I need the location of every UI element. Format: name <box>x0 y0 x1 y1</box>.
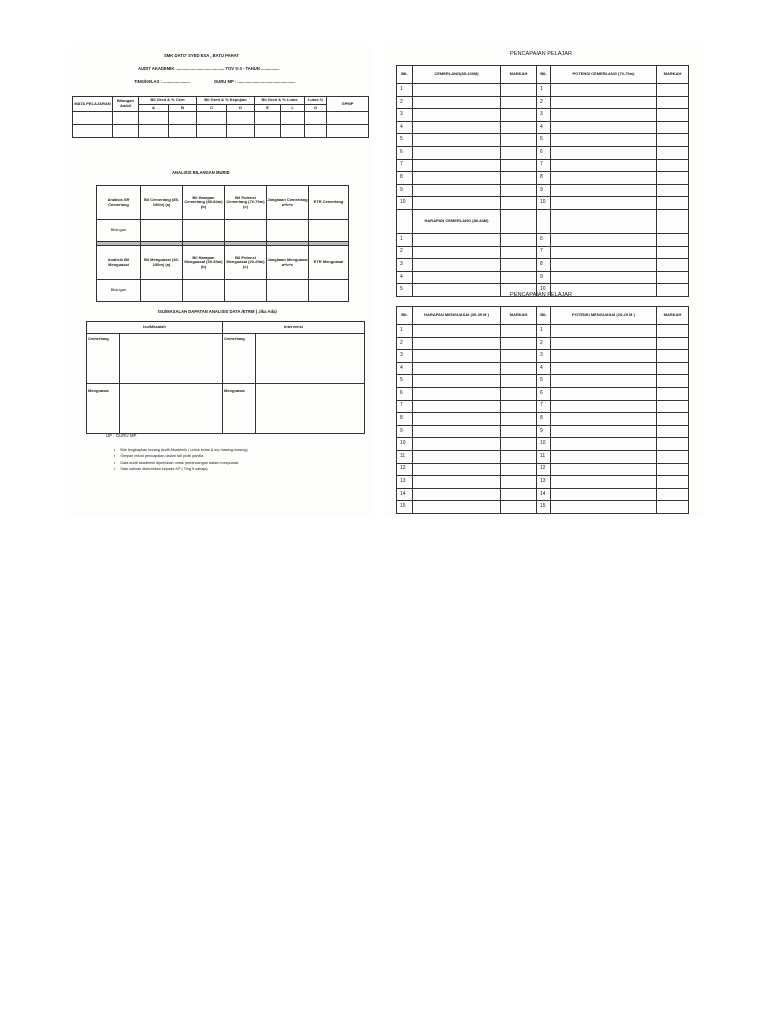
table-row <box>397 425 689 438</box>
mark-cell <box>501 134 537 147</box>
excellent-table <box>396 65 689 297</box>
name-cell <box>551 476 657 489</box>
mark-cell <box>657 134 689 147</box>
an-head-2: Bil Cemerlang (85-100m) (a) <box>141 186 183 220</box>
table-row <box>397 159 689 172</box>
mark-cell <box>501 488 537 501</box>
table-row <box>397 325 689 338</box>
row-number: 13 <box>397 476 413 489</box>
up-label: UP : GURU MP <box>106 433 137 438</box>
an-bil-1: Bilangan <box>97 220 141 242</box>
mark-cell <box>657 488 689 501</box>
name-cell <box>551 271 657 284</box>
row-number: 15 <box>397 501 413 514</box>
right-form-sheet <box>384 46 704 516</box>
mark-cell <box>657 463 689 476</box>
name-cell <box>413 271 501 284</box>
row-number: 6 <box>397 146 413 159</box>
table-row <box>397 350 689 363</box>
name-cell <box>413 400 501 413</box>
row-number: 10 <box>397 197 413 210</box>
table-row <box>397 259 689 272</box>
an-head2-1: Analisis Bil Menguasai <box>97 246 141 280</box>
mark-cell <box>657 246 689 259</box>
mark-cell <box>657 476 689 489</box>
row-number: 4 <box>537 121 551 134</box>
table-row <box>397 172 689 185</box>
row-number: 5 <box>537 375 551 388</box>
mark-cell <box>501 172 537 185</box>
name-cell <box>551 109 657 122</box>
th-markah: MARKAH <box>657 66 689 84</box>
row-number: 3 <box>397 259 413 272</box>
row-number: 10 <box>537 438 551 451</box>
table-row <box>397 233 689 246</box>
mark-cell <box>501 413 537 426</box>
name-cell <box>551 337 657 350</box>
table-row <box>397 134 689 147</box>
mark-cell <box>501 425 537 438</box>
mark-cell <box>501 146 537 159</box>
isu-men-label: Menguasai <box>87 384 120 434</box>
row-number: 12 <box>397 463 413 476</box>
harapan-cemerlang-label: HARAPAN CEMERLANG (80-84M) <box>413 209 501 233</box>
row-number: 1 <box>537 84 551 97</box>
table-row <box>397 488 689 501</box>
mark-cell <box>501 96 537 109</box>
mark-cell <box>657 400 689 413</box>
row-number: 9 <box>537 271 551 284</box>
mark-cell <box>657 172 689 185</box>
row-number: 4 <box>397 271 413 284</box>
row-number: 14 <box>537 488 551 501</box>
audit-line: AUDIT AKADEMIK .......................................... TOV S-3 - TAHUN ................ <box>138 66 280 71</box>
name-cell <box>413 501 501 514</box>
name-cell <box>551 197 657 210</box>
name-cell <box>413 350 501 363</box>
note-item: ▪ Bila lengkapkan borang Audit Akademik ( untuk kelas & mp masing-masing) <box>114 447 248 453</box>
row-number: 8 <box>397 413 413 426</box>
int-cem-label: Cemerlang <box>223 334 256 384</box>
name-cell <box>413 121 501 134</box>
mark-cell <box>657 109 689 122</box>
table-row <box>397 476 689 489</box>
mark-cell <box>657 337 689 350</box>
mark-cell <box>501 375 537 388</box>
name-cell <box>551 246 657 259</box>
name-cell <box>551 84 657 97</box>
row-number: 1 <box>397 84 413 97</box>
name-cell <box>551 375 657 388</box>
mark-cell <box>501 259 537 272</box>
mastery-table <box>396 306 689 514</box>
an-head2-2: Bil Menguasai (40-100m) (a) <box>141 246 183 280</box>
mark-cell <box>501 197 537 210</box>
row-number: 7 <box>397 159 413 172</box>
row-number: 6 <box>397 387 413 400</box>
mark-cell <box>501 387 537 400</box>
row-number: 6 <box>537 233 551 246</box>
name-cell <box>413 259 501 272</box>
name-cell <box>413 134 501 147</box>
col-subject: MATA PELAJARAN <box>73 97 113 112</box>
mark-cell <box>657 425 689 438</box>
mark-cell <box>657 375 689 388</box>
name-cell <box>551 463 657 476</box>
table-row <box>397 375 689 388</box>
row-number: 8 <box>537 259 551 272</box>
table-row <box>397 184 689 197</box>
name-cell <box>551 233 657 246</box>
intervensi-head: Intervensi <box>223 322 365 334</box>
name-cell <box>551 134 657 147</box>
row-number: 7 <box>537 159 551 172</box>
name-cell <box>413 337 501 350</box>
name-cell <box>413 184 501 197</box>
row-number: 14 <box>397 488 413 501</box>
name-cell <box>413 109 501 122</box>
name-cell <box>413 413 501 426</box>
name-cell <box>413 387 501 400</box>
name-cell <box>413 463 501 476</box>
row-number: 5 <box>537 134 551 147</box>
mark-cell <box>657 387 689 400</box>
mark-cell <box>657 159 689 172</box>
sub-g: G <box>305 105 327 112</box>
row-number: 2 <box>537 96 551 109</box>
th-bil: BIL <box>397 307 413 325</box>
name-cell <box>413 172 501 185</box>
name-cell <box>413 146 501 159</box>
sub-b: B <box>169 105 197 112</box>
school-name: SMK DATO' SYED ESA , BATU PAHAT <box>164 53 239 58</box>
sub-l: L <box>281 105 305 112</box>
name-cell <box>413 84 501 97</box>
mark-cell <box>501 476 537 489</box>
row-number: 3 <box>537 350 551 363</box>
mark-cell <box>501 184 537 197</box>
isu-title: ISU/MASALAH DAPATAN ANALISIS DATA /ETRM ( Jika Ada) <box>158 309 277 314</box>
table-row <box>397 450 689 463</box>
mark-cell <box>501 271 537 284</box>
name-cell <box>551 413 657 426</box>
row-number: 8 <box>537 172 551 185</box>
row-number: 3 <box>537 109 551 122</box>
table-row <box>397 84 689 97</box>
an-head-4: Bil Potensi Cemerlang (70-79m) (c) <box>225 186 267 220</box>
col-gpmp: GPMP <box>327 97 369 112</box>
mark-cell <box>657 197 689 210</box>
name-cell <box>413 476 501 489</box>
col-count: Bilangan Ambil <box>113 97 139 112</box>
col-lulus-pct: Lulus % <box>305 97 327 105</box>
row-number: 2 <box>397 337 413 350</box>
row-number: 2 <box>537 337 551 350</box>
mark-cell <box>501 246 537 259</box>
name-cell <box>551 325 657 338</box>
name-cell <box>551 184 657 197</box>
name-cell <box>551 438 657 451</box>
row-number: 10 <box>397 438 413 451</box>
row-number: 10 <box>537 197 551 210</box>
table-row <box>397 96 689 109</box>
col-kepujian: Bil Gred & % Kepujian <box>197 97 255 105</box>
mark-cell <box>501 450 537 463</box>
row-number: 5 <box>397 284 413 297</box>
table-row <box>397 146 689 159</box>
row-number: 4 <box>397 121 413 134</box>
notes-list <box>114 447 248 473</box>
mark-cell <box>657 233 689 246</box>
mark-cell <box>501 325 537 338</box>
class-line: TING/KELAS : ....................... <box>134 79 190 84</box>
name-cell <box>551 387 657 400</box>
th-cemerlang: CEMERLANG(85-100M) <box>413 66 501 84</box>
table-row <box>397 463 689 476</box>
row-number: 4 <box>397 362 413 375</box>
col-cem: Bil Gred & % Cem <box>139 97 197 105</box>
row-number: 5 <box>397 134 413 147</box>
name-cell <box>551 501 657 514</box>
mark-cell <box>657 96 689 109</box>
analysis-title: ANALISIS BILANGAN MURID <box>172 170 230 175</box>
name-cell <box>551 121 657 134</box>
th-markah: MARKAH <box>501 66 537 84</box>
an-bil-2: Bilangan <box>97 280 141 302</box>
mark-cell <box>501 438 537 451</box>
isu-cem-label: Cemerlang <box>87 334 120 384</box>
mark-cell <box>657 121 689 134</box>
name-cell <box>413 284 501 297</box>
th-bil: BIL <box>537 66 551 84</box>
row-number: 10 <box>537 284 551 297</box>
analysis-table <box>96 185 349 302</box>
row-number: 9 <box>397 425 413 438</box>
table-row <box>397 400 689 413</box>
sub-c: C <box>197 105 227 112</box>
mark-cell <box>657 184 689 197</box>
mark-cell <box>501 350 537 363</box>
row-number: 8 <box>397 172 413 185</box>
th-markah: MARKAH <box>501 307 537 325</box>
mark-cell <box>501 362 537 375</box>
row-number: 9 <box>397 184 413 197</box>
col-lulus: Bil Gred & % Lulus <box>255 97 305 105</box>
row-number: 7 <box>397 400 413 413</box>
name-cell <box>551 159 657 172</box>
table-row <box>397 246 689 259</box>
mark-cell <box>657 325 689 338</box>
note-item: ▪ Satu salinan diserahkan kepada KP ( Ting 5 sahaja) <box>114 466 248 472</box>
name-cell <box>413 233 501 246</box>
table-row <box>397 501 689 514</box>
name-cell <box>551 400 657 413</box>
row-number: 1 <box>397 233 413 246</box>
table-row <box>397 337 689 350</box>
name-cell <box>551 96 657 109</box>
left-form-sheet <box>66 46 372 516</box>
achievement-title-1: PENCAPAIAN PELAJAR <box>510 51 573 57</box>
row-number: 2 <box>397 246 413 259</box>
row-number: 11 <box>537 450 551 463</box>
an-head2-4: Bil Potensi Menguasai (20-29m) (c) <box>225 246 267 280</box>
mark-cell <box>501 109 537 122</box>
name-cell <box>551 488 657 501</box>
mark-cell <box>657 271 689 284</box>
mark-cell <box>501 233 537 246</box>
an-head2-6: ETR Menguasai <box>309 246 349 280</box>
th-harapan-menguasai: HARAPAN MENGUASAI (30-39 M ) <box>413 307 501 325</box>
table-row <box>397 197 689 210</box>
table-row <box>397 438 689 451</box>
name-cell <box>413 246 501 259</box>
th-bil: BIL <box>397 66 413 84</box>
an-head-3: Bil Harapan Cemerlang (80-84m) (b) <box>183 186 225 220</box>
row-number: 3 <box>397 350 413 363</box>
note-item: ▪ Simpan rekod pencapaian dalam fail profil panitia <box>114 453 248 459</box>
name-cell <box>413 488 501 501</box>
sub-e: E <box>255 105 281 112</box>
an-head-1: Analisis SR Cemerlang <box>97 186 141 220</box>
th-bil: BIL <box>537 307 551 325</box>
row-number: 8 <box>537 413 551 426</box>
mark-cell <box>657 259 689 272</box>
name-cell <box>413 450 501 463</box>
row-number: 6 <box>537 387 551 400</box>
an-head2-5: Jangkaan Menguasai a+b+c <box>267 246 309 280</box>
mark-cell <box>501 463 537 476</box>
mark-cell <box>657 84 689 97</box>
row-number: 6 <box>537 146 551 159</box>
table-row <box>397 109 689 122</box>
mark-cell <box>657 438 689 451</box>
row-number: 7 <box>537 400 551 413</box>
name-cell <box>413 159 501 172</box>
name-cell <box>413 438 501 451</box>
int-men-label: Menguasai <box>223 384 256 434</box>
row-number: 5 <box>397 375 413 388</box>
mark-cell <box>657 284 689 297</box>
table-row <box>397 271 689 284</box>
th-potensi-cemerlang: POTENSI CEMERLANG (70-79m) <box>551 66 657 84</box>
name-cell <box>413 375 501 388</box>
table-row <box>397 362 689 375</box>
mark-cell <box>501 84 537 97</box>
name-cell <box>551 146 657 159</box>
grade-table <box>72 96 369 138</box>
an-head2-3: Bil Harapan Menguasai (30-39m) (b) <box>183 246 225 280</box>
name-cell <box>413 325 501 338</box>
name-cell <box>551 362 657 375</box>
row-number: 2 <box>397 96 413 109</box>
row-number: 1 <box>537 325 551 338</box>
th-markah: MARKAH <box>657 307 689 325</box>
th-potensi-menguasai: POTENSI MENGUASAI (20-29 M ) <box>551 307 657 325</box>
row-number: 9 <box>537 425 551 438</box>
row-number: 11 <box>397 450 413 463</box>
row-number: 3 <box>397 109 413 122</box>
name-cell <box>551 259 657 272</box>
mark-cell <box>501 501 537 514</box>
sub-a: A <box>139 105 169 112</box>
achievement-title-2: PENCAPAIAN PELAJAR <box>510 292 573 298</box>
isu-table <box>86 321 365 434</box>
mark-cell <box>501 400 537 413</box>
mark-cell <box>657 146 689 159</box>
row-number: 1 <box>397 325 413 338</box>
name-cell <box>551 450 657 463</box>
mark-cell <box>657 413 689 426</box>
table-row <box>397 413 689 426</box>
note-item: ▪ Data audit akademik diperlukan untuk perbincangan dalam mesyuarat <box>114 460 248 466</box>
mark-cell <box>657 450 689 463</box>
name-cell <box>551 425 657 438</box>
table-row <box>397 387 689 400</box>
mark-cell <box>501 121 537 134</box>
row-number: 9 <box>537 184 551 197</box>
name-cell <box>413 362 501 375</box>
name-cell <box>413 425 501 438</box>
an-head-6: ETR Cemerlang <box>309 186 349 220</box>
mark-cell <box>657 501 689 514</box>
name-cell <box>551 172 657 185</box>
row-number: 4 <box>537 362 551 375</box>
name-cell <box>551 350 657 363</box>
an-head-5: Jangkaan Cemerlang a+b+c <box>267 186 309 220</box>
sub-d: D <box>227 105 255 112</box>
row-number: 13 <box>537 476 551 489</box>
name-cell <box>413 197 501 210</box>
table-row <box>397 121 689 134</box>
mark-cell <box>501 159 537 172</box>
mark-cell <box>657 350 689 363</box>
row-number: 12 <box>537 463 551 476</box>
teacher-line: GURU MP : .................................................. <box>214 79 296 84</box>
row-number: 7 <box>537 246 551 259</box>
mark-cell <box>657 362 689 375</box>
name-cell <box>413 96 501 109</box>
row-number: 15 <box>537 501 551 514</box>
mark-cell <box>501 337 537 350</box>
isu-head: Isu/Masalah <box>87 322 223 334</box>
